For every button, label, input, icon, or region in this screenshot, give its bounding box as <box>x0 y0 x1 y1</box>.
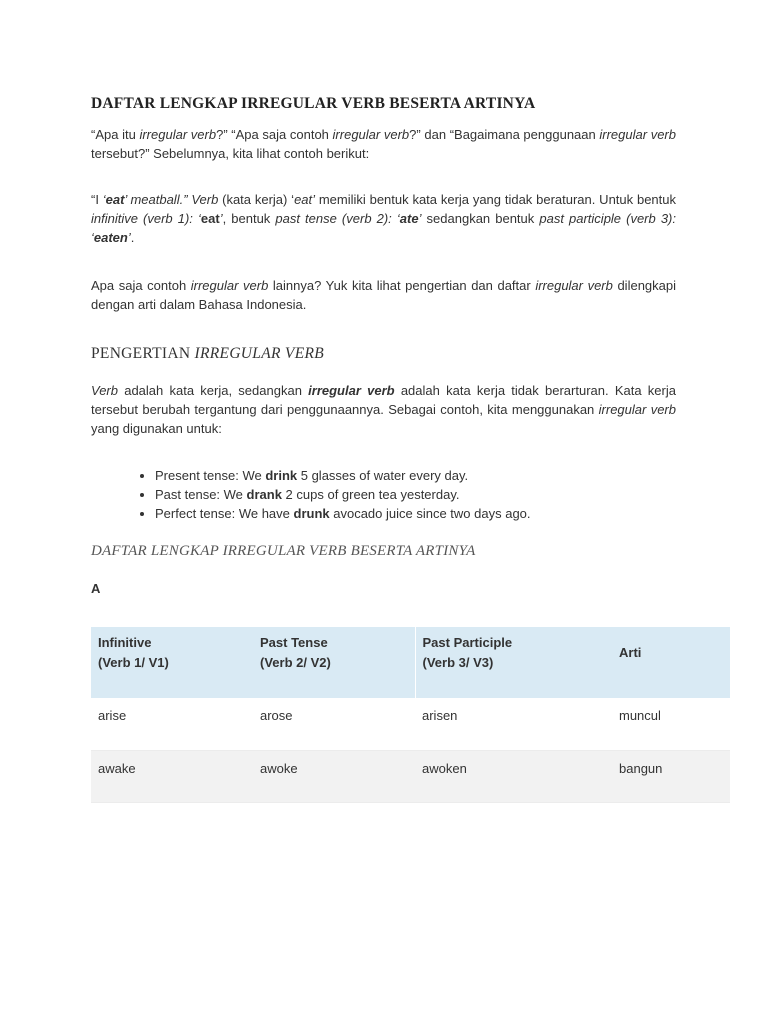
italic-text: ’ <box>219 211 223 226</box>
example-item-perfect <box>155 504 676 523</box>
page-title: DAFTAR LENGKAP IRREGULAR VERB BESERTA ARTINYA <box>91 95 536 112</box>
italic-text: eat’ <box>294 192 316 207</box>
bold-text: drunk <box>293 506 330 521</box>
italic-text: ’ meatball.” Verb <box>124 192 219 207</box>
section-heading-daftar: DAFTAR LENGKAP IRREGULAR VERB BESERTA ARTINYA <box>91 543 476 559</box>
header-label: Past Tense <box>260 635 328 650</box>
text-run: Past tense: We <box>155 487 247 502</box>
header-cell-past-tense <box>253 627 415 698</box>
text-run: memiliki bentuk kata kerja yang tidak beraturan. Untuk bentuk <box>315 192 676 207</box>
italic-text: ’ <box>127 230 131 245</box>
table-cell-arti: bangun <box>612 750 730 802</box>
intro-paragraph-example <box>91 190 676 247</box>
text-run: “Apa itu <box>91 127 140 142</box>
table-cell-past-tense: arose <box>253 698 415 750</box>
table-cell-infinitive: awake <box>91 750 253 802</box>
text-run: . <box>130 230 135 245</box>
table-cell-infinitive: arise <box>91 698 253 750</box>
text-run: sedangkan bentuk <box>421 211 540 226</box>
table-header-row <box>91 627 730 698</box>
bold-text: drink <box>265 468 298 483</box>
header-cell-infinitive <box>91 627 253 698</box>
header-label: Arti <box>619 645 642 660</box>
text-run: ?” dan “Bagaimana penggunaan <box>409 127 600 142</box>
text-run: adalah kata kerja tidak berarturan. Kata kerja tersebut berubah tergantung dari penggunaannya. Sebagai contoh, kita menggunakan <box>91 383 676 417</box>
text-run: avocado juice since two days ago. <box>329 506 531 521</box>
definition-paragraph <box>91 381 676 438</box>
table-cell-past-tense: awoke <box>253 750 415 802</box>
text-run: Perfect tense: We have <box>155 506 294 521</box>
bold-italic-text: ate <box>399 211 419 226</box>
table-row <box>91 698 730 750</box>
italic-text: irregular verb <box>139 127 217 142</box>
example-list <box>91 466 676 523</box>
italic-text: past participle (verb 3): ‘ <box>91 211 676 245</box>
text-run: 2 cups of green tea yesterday. <box>281 487 460 502</box>
text-run: dilengkapi dengan arti dalam Bahasa Indonesia. <box>91 278 676 312</box>
text-run: lainnya? Yuk kita lihat pengertian dan daftar <box>268 278 536 293</box>
text-run: , bentuk <box>222 211 276 226</box>
header-sublabel: (Verb 1/ V1) <box>98 655 169 670</box>
italic-text: Verb <box>91 383 118 398</box>
bold-text: drank <box>246 487 282 502</box>
header-sublabel: (Verb 3/ V3) <box>422 655 494 670</box>
article <box>91 94 676 803</box>
bold-italic-text: eat <box>105 192 125 207</box>
text-run: Present tense: We <box>155 468 266 483</box>
italic-text: infinitive (verb 1): ‘ <box>91 211 201 226</box>
italic-text: irregular verb <box>599 127 676 142</box>
table-header <box>91 627 730 698</box>
text-run: yang digunakan untuk: <box>91 421 222 436</box>
intro-paragraph-transition <box>91 276 676 314</box>
header-label: Past Participle <box>422 635 513 650</box>
example-item-past <box>155 485 676 504</box>
italic-text: irregular verb <box>535 278 613 293</box>
letter-heading: A <box>91 581 101 596</box>
text-run: (kata kerja) ‘ <box>218 192 295 207</box>
italic-text: past tense (verb 2): ‘ <box>275 211 400 226</box>
italic-text: ‘ <box>102 192 106 207</box>
text-run: 5 glasses of water every day. <box>297 468 469 483</box>
verb-table <box>91 627 730 803</box>
text-run: tersebut?” Sebelumnya, kita lihat contoh berikut: <box>91 146 370 161</box>
text-run: PENGERTIAN <box>91 345 195 362</box>
section-heading-pengertian <box>91 344 676 364</box>
header-sublabel: (Verb 2/ V2) <box>260 655 331 670</box>
bold-italic-text: eaten <box>93 230 128 245</box>
italic-text: IRREGULAR VERB <box>194 345 325 362</box>
header-label: Infinitive <box>98 635 152 650</box>
bold-italic-text: irregular verb <box>308 383 395 398</box>
italic-text: irregular verb <box>190 278 269 293</box>
table-cell-past-participle: arisen <box>415 698 612 750</box>
table-cell-past-participle: awoken <box>415 750 612 802</box>
bold-text: eat <box>200 211 220 226</box>
table-row <box>91 750 730 802</box>
intro-paragraph-questions <box>91 125 676 163</box>
header-cell-arti <box>612 627 730 698</box>
text-run: adalah kata kerja, sedangkan <box>117 383 309 398</box>
example-item-present <box>155 466 676 485</box>
text-run: Apa saja contoh <box>91 278 191 293</box>
text-run: ?” “Apa saja contoh <box>216 127 333 142</box>
table-body <box>91 698 730 802</box>
italic-text: irregular verb <box>332 127 410 142</box>
header-cell-past-participle <box>415 627 612 698</box>
italic-text: irregular verb <box>598 402 676 417</box>
text-run: “I <box>91 192 103 207</box>
table-cell-arti: muncul <box>612 698 730 750</box>
italic-text: ’ <box>418 211 422 226</box>
